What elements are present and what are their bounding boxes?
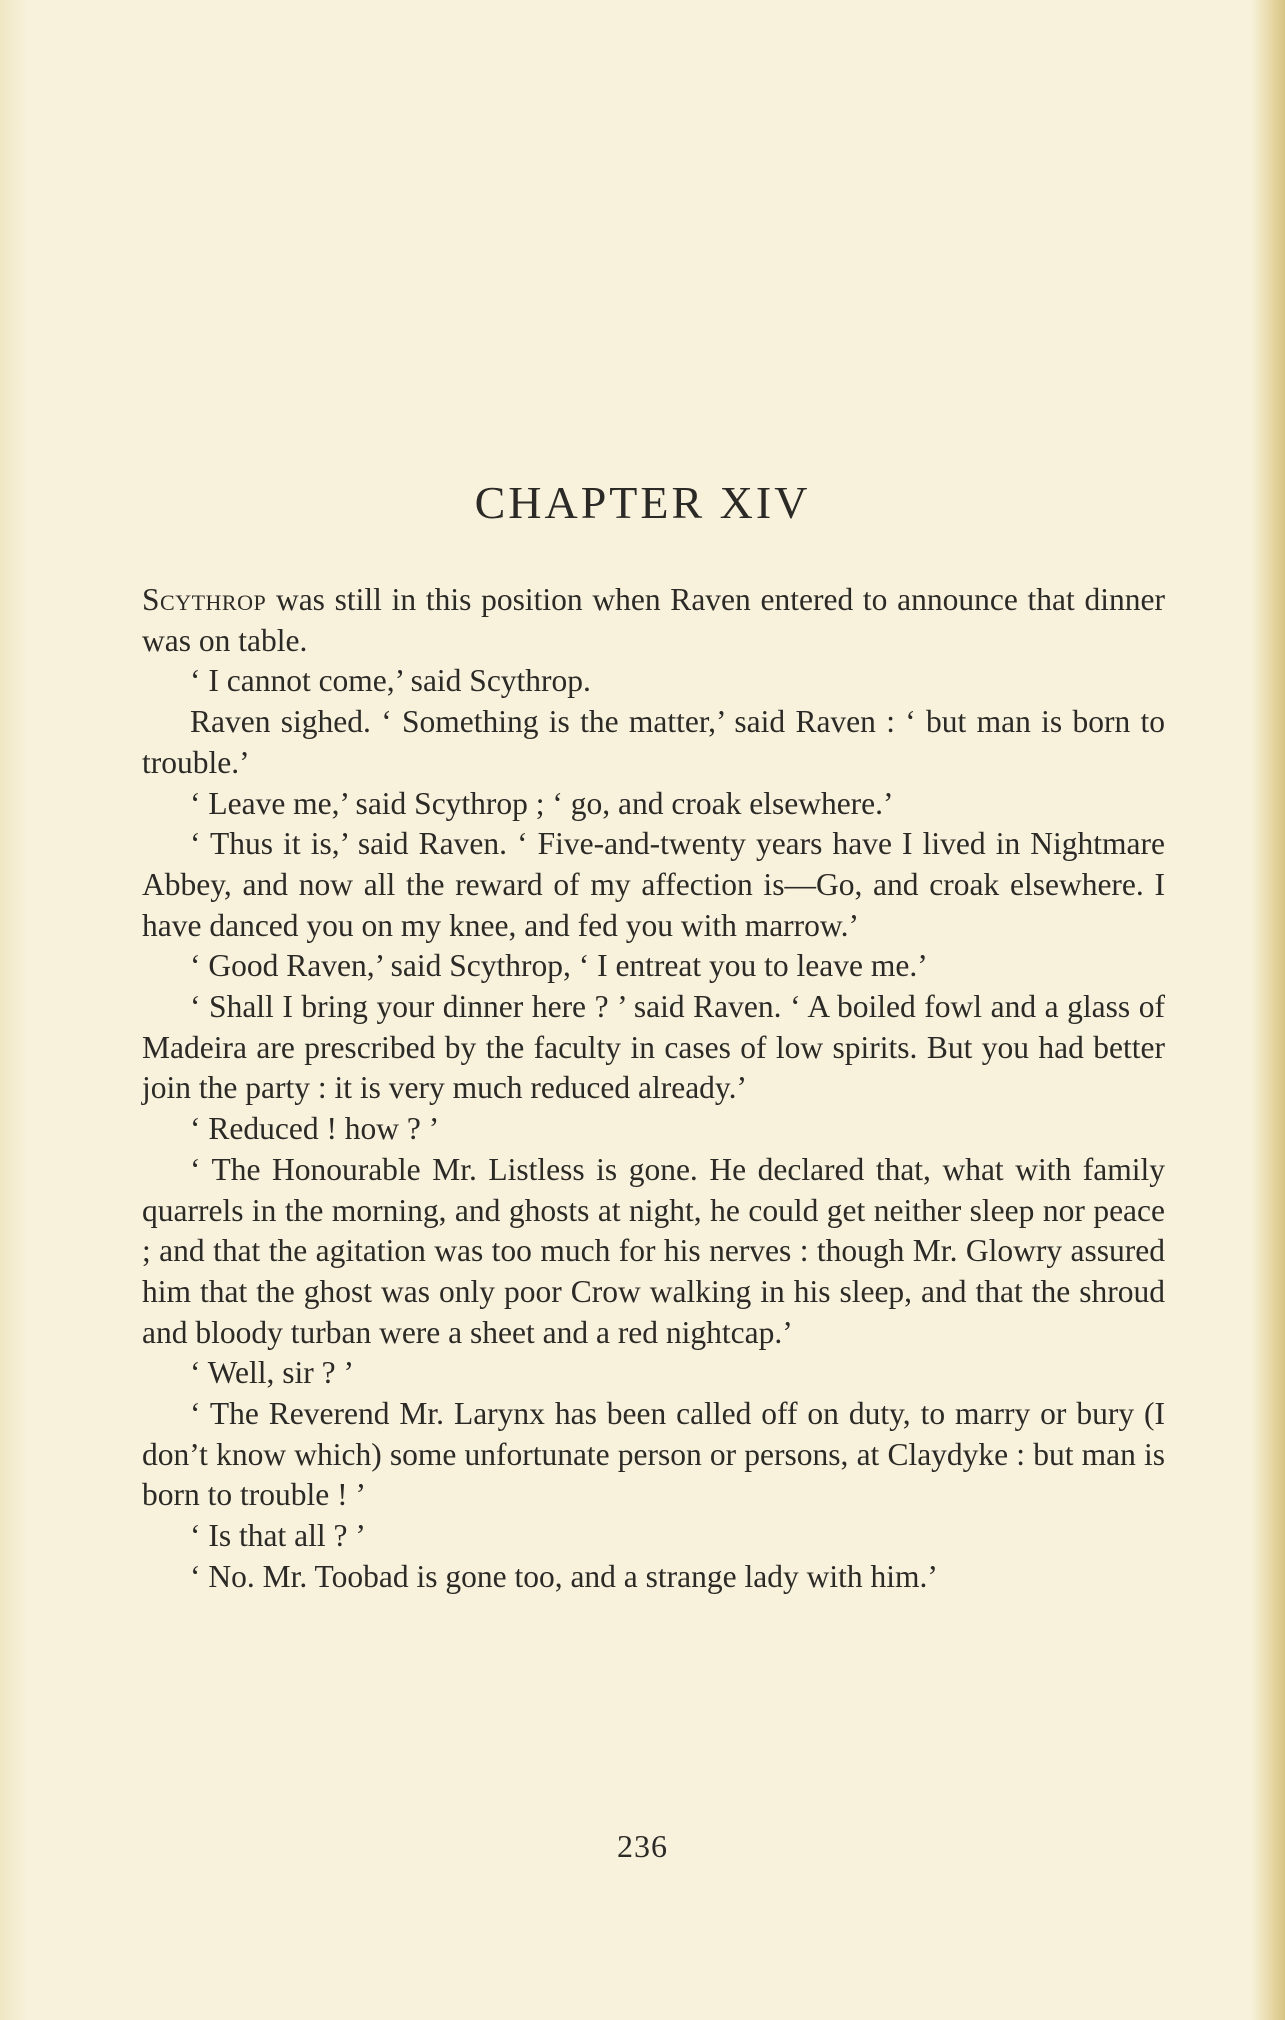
- opening-word: Scythrop: [142, 582, 267, 617]
- opening-text: was still in this position when Raven entered to announce that dinner was on table.: [142, 582, 1165, 658]
- paragraph: ‘ The Honourable Mr. Listless is gone. He declared that, what with family quarrels in the morning, and ghosts at night, he could get neither sleep nor peace ; and that the agitation was too much for his nerves : though Mr. Glowry assured him that the ghost was only poor Crow walking in his sleep, and that the shroud and bloody turban were a sheet and a red nightcap.’: [142, 1151, 1165, 1350]
- page-spine-shadow: [0, 0, 28, 2020]
- paragraph: ‘ I cannot come,’ said Scythrop.: [190, 663, 591, 699]
- paragraph: ‘ No. Mr. Toobad is gone too, and a strange lady with him.’: [190, 1558, 938, 1594]
- paragraph: ‘ Shall I bring your dinner here ? ’ said Raven. ‘ A boiled fowl and a glass of Madeira are prescribed by the faculty in cases of low spirits. But you had better join the party : it is very much reduced already.’: [142, 989, 1165, 1106]
- paragraph: ‘ Thus it is,’ said Raven. ‘ Five-and-twenty years have I lived in Nightmare Abbey, and now all the reward of my affection is—Go, and croak elsewhere. I have danced you on my knee, and fed you with marrow.’: [142, 826, 1165, 943]
- paragraph: ‘ Well, sir ? ’: [190, 1355, 354, 1391]
- page-number: 236: [617, 1828, 668, 1864]
- paragraph: ‘ Is that all ? ’: [190, 1518, 366, 1554]
- page-edge-shadow: [1251, 0, 1285, 2020]
- paragraph: ‘ Leave me,’ said Scythrop ; ‘ go, and croak elsewhere.’: [190, 785, 894, 821]
- paragraph: Raven sighed. ‘ Something is the matter,’ said Raven : ‘ but man is born to trouble.’: [142, 704, 1165, 780]
- paragraph: ‘ Good Raven,’ said Scythrop, ‘ I entreat you to leave me.’: [190, 948, 928, 984]
- opening-paragraph: [142, 580, 1165, 661]
- paragraph: ‘ Reduced ! how ? ’: [190, 1111, 440, 1147]
- chapter-title: CHAPTER XIV: [474, 477, 811, 528]
- chapter-text: [142, 580, 1165, 1598]
- paragraph: ‘ The Reverend Mr. Larynx has been called off on duty, to marry or bury (I don’t know which) some unfortunate person or persons, at Claydyke : but man is born to trouble ! ’: [142, 1396, 1165, 1513]
